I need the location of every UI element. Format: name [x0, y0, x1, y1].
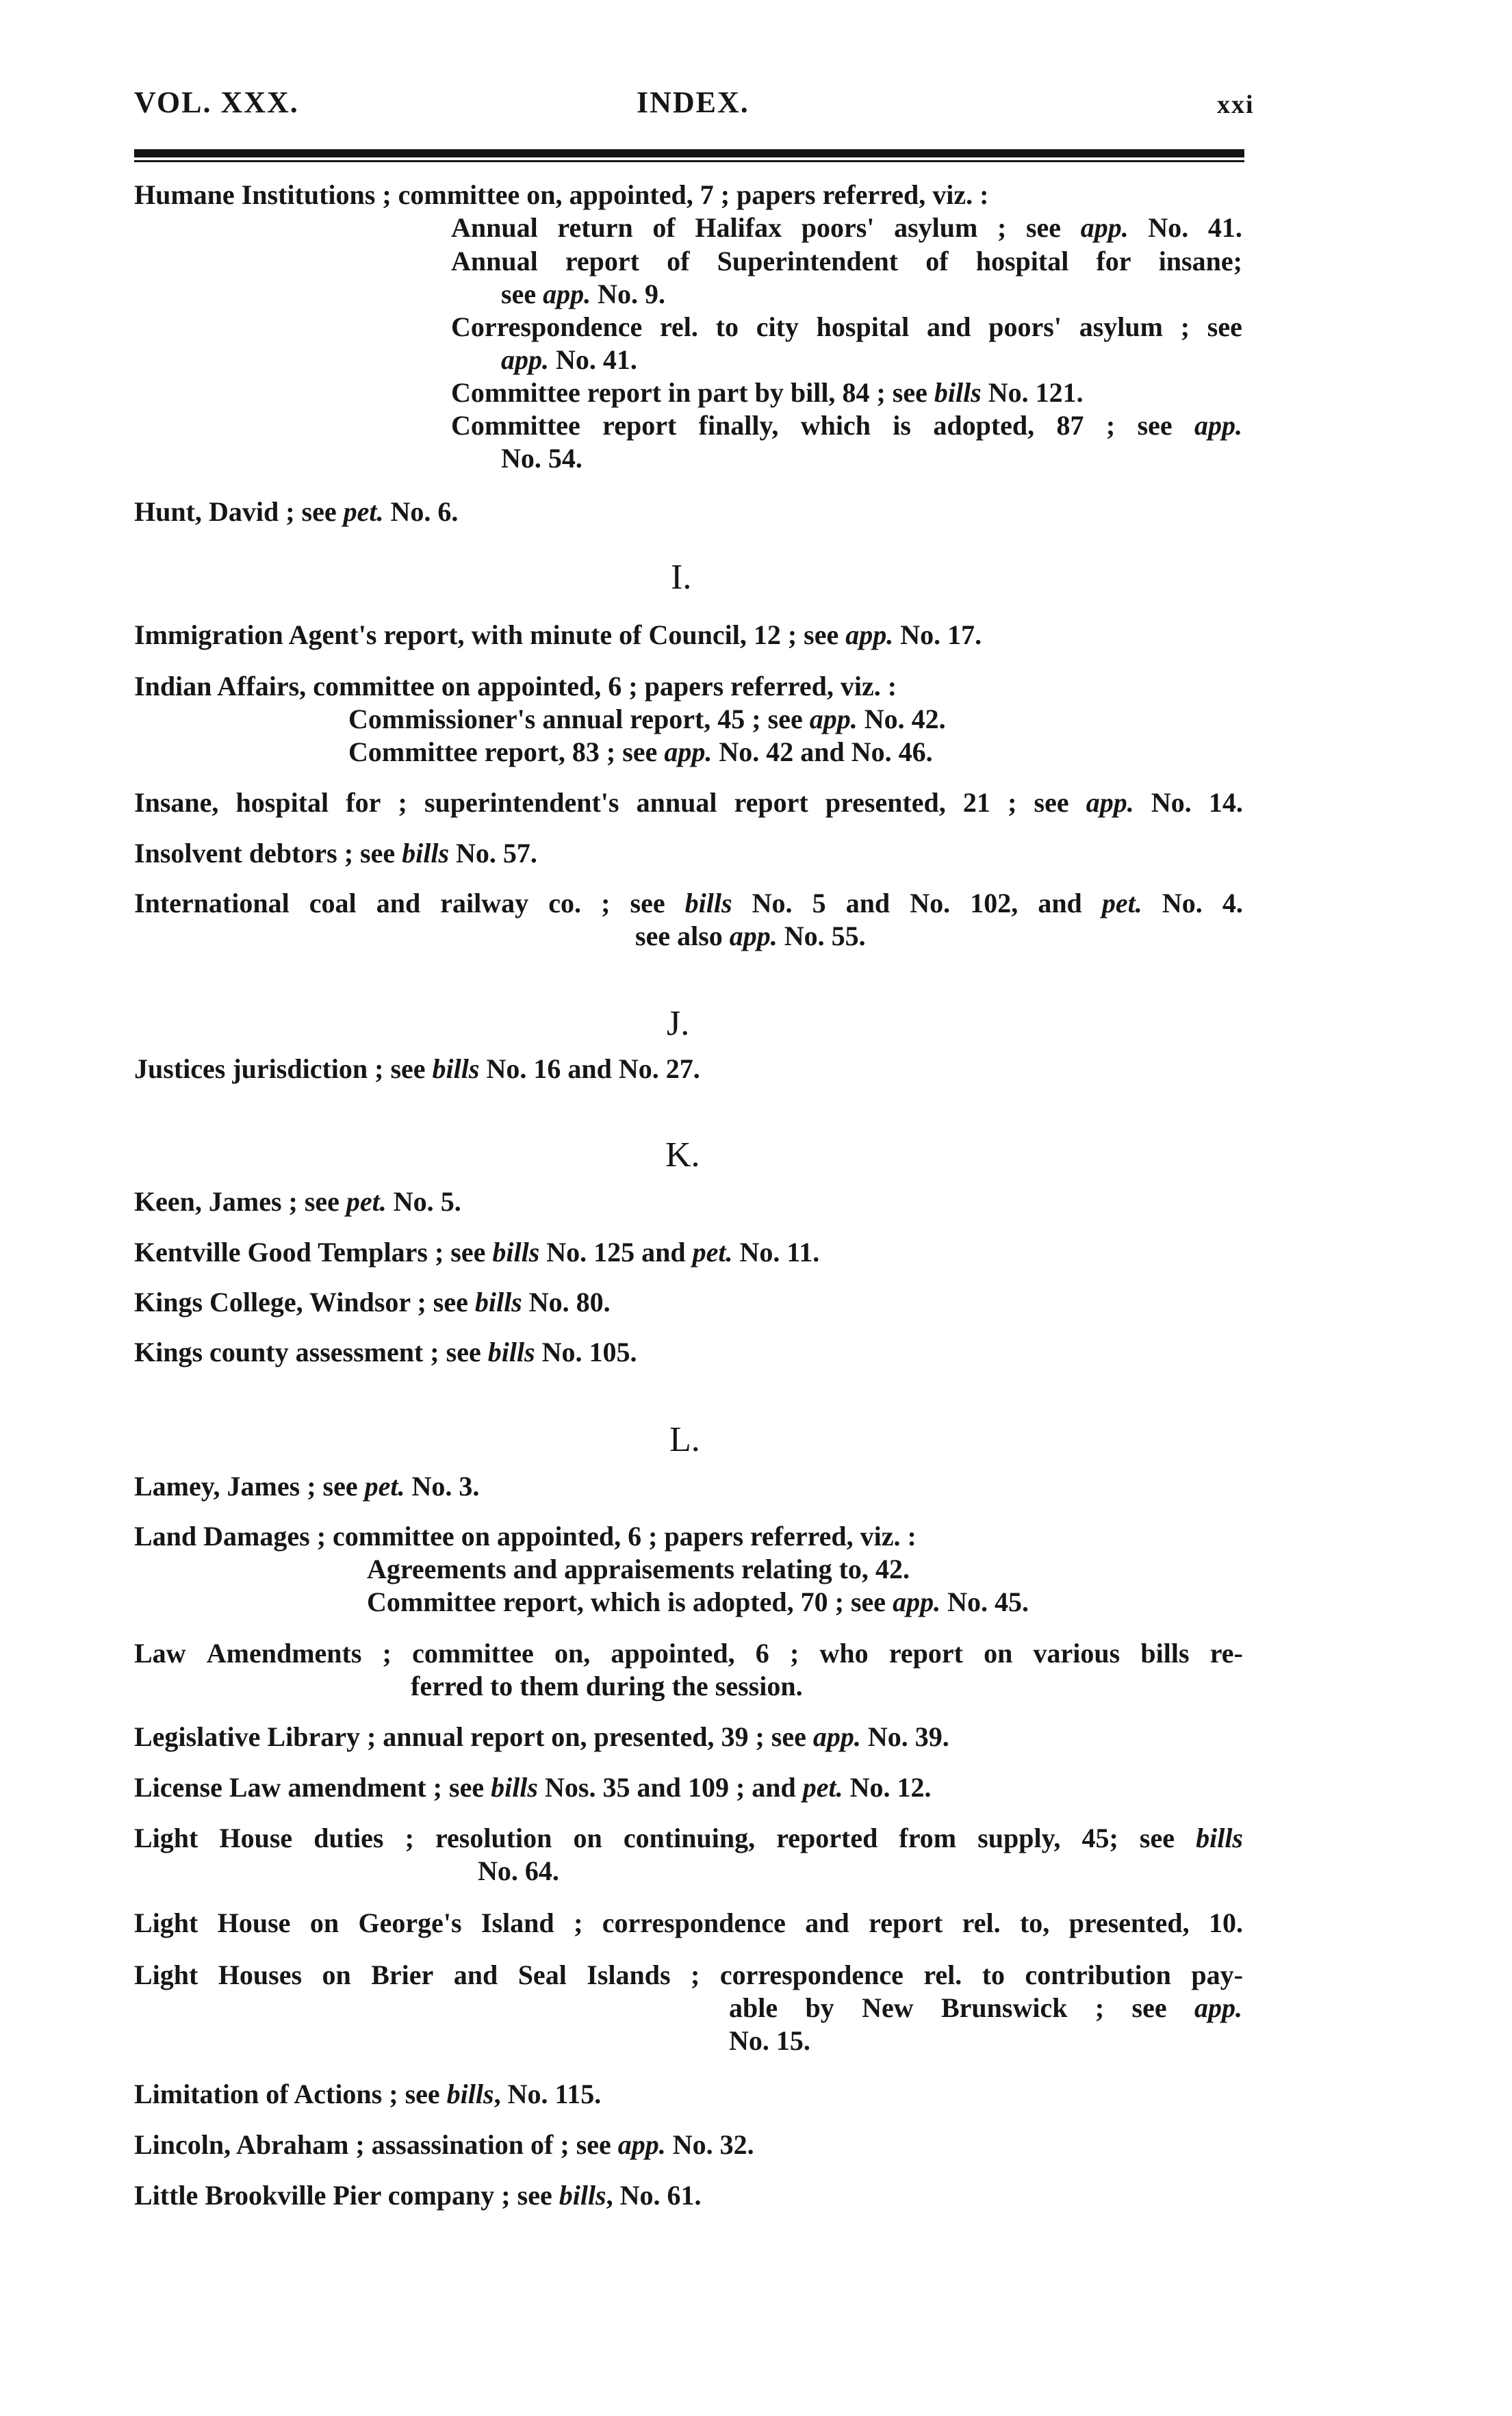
subentry-agreements-appraisements: Agreements and appraisements relating to, 42.	[367, 1554, 910, 1584]
subentry-city-hospital-correspondence: Correspondence rel. to city hospital and poors' asylum ; see	[451, 311, 1242, 342]
entry-light-houses-brier-seal-cont2: No. 15.	[729, 2025, 810, 2056]
entry-legislative-library: Legislative Library ; annual report on, presented, 39 ; see app. No. 39.	[134, 1721, 949, 1752]
entry-lamey-james: Lamey, James ; see pet. No. 3.	[134, 1471, 480, 1502]
subentry-indian-committee-report: Committee report, 83 ; see app. No. 42 and No. 46.	[348, 736, 933, 767]
subentry-land-committee-report: Committee report, which is adopted, 70 ; see app. No. 45.	[367, 1586, 1029, 1617]
subentry-halifax-asylum: Annual return of Halifax poors' asylum ; see app. No. 41.	[451, 212, 1242, 243]
entry-kings-county-assessment: Kings county assessment ; see bills No. 105.	[134, 1337, 637, 1367]
subentry-city-hospital-correspondence-cont: app. No. 41.	[501, 344, 637, 375]
entry-international-coal-cont: see also app. No. 55.	[635, 921, 866, 951]
section-letter-k: K.	[665, 1135, 700, 1174]
entry-indian-affairs: Indian Affairs, committee on appointed, 6 ; papers referred, viz. :	[134, 671, 897, 702]
subentry-insane-hospital-report: Annual report of Superintendent of hospital for insane;	[451, 246, 1242, 277]
entry-little-brookville-pier: Little Brookville Pier company ; see bills, No. 61.	[134, 2180, 702, 2211]
entry-light-house-duties-cont: No. 64.	[478, 1855, 559, 1886]
entry-law-amendments-cont: ferred to them during the session.	[411, 1671, 803, 1701]
section-letter-i: I.	[671, 558, 692, 597]
subentry-insane-hospital-report-cont: see app. No. 9.	[501, 279, 665, 309]
section-letter-j: J.	[667, 1004, 690, 1043]
subentry-commissioner-report: Commissioner's annual report, 45 ; see app. No. 42.	[348, 704, 946, 734]
entry-humane-institutions: Humane Institutions ; committee on, appointed, 7 ; papers referred, viz. :	[134, 179, 989, 210]
entry-kings-college: Kings College, Windsor ; see bills No. 80.	[134, 1287, 611, 1318]
entry-light-house-georges-island: Light House on George's Island ; correspondence and report rel. to, presented, 10.	[134, 1907, 1243, 1938]
header-rule-thin	[134, 160, 1244, 162]
entry-light-house-duties: Light House duties ; resolution on continuing, reported from supply, 45; see bills	[134, 1823, 1243, 1853]
page-title: INDEX.	[637, 86, 749, 119]
subentry-committee-report-part: Committee report in part by bill, 84 ; see bills No. 121.	[451, 377, 1084, 408]
subentry-committee-report-final-cont: No. 54.	[501, 443, 582, 474]
entry-international-coal: International coal and railway co. ; see bills No. 5 and No. 102, and pet. No. 4.	[134, 888, 1243, 918]
entry-keen-james: Keen, James ; see pet. No. 5.	[134, 1186, 461, 1217]
entry-lincoln-abraham: Lincoln, Abraham ; assassination of ; see app. No. 32.	[134, 2129, 754, 2160]
entry-kentville-good-templars: Kentville Good Templars ; see bills No. 125 and pet. No. 11.	[134, 1237, 820, 1268]
header-rule-thick	[134, 149, 1244, 157]
entry-light-houses-brier-seal-cont: able by New Brunswick ; see app.	[729, 1992, 1242, 2023]
page-number: xxi	[1217, 90, 1255, 119]
entry-insolvent-debtors: Insolvent debtors ; see bills No. 57.	[134, 838, 537, 869]
entry-law-amendments: Law Amendments ; committee on, appointed, 6 ; who report on various bills re-	[134, 1638, 1243, 1669]
entry-land-damages: Land Damages ; committee on appointed, 6 ; papers referred, viz. :	[134, 1521, 917, 1552]
volume-label: VOL. XXX.	[134, 86, 299, 119]
entry-limitation-of-actions: Limitation of Actions ; see bills, No. 115.	[134, 2079, 602, 2109]
entry-license-law-amendment: License Law amendment ; see bills Nos. 35 and 109 ; and pet. No. 12.	[134, 1772, 932, 1803]
subentry-committee-report-final: Committee report finally, which is adopted, 87 ; see app.	[451, 410, 1242, 441]
entry-immigration-agent: Immigration Agent's report, with minute of Council, 12 ; see app. No. 17.	[134, 619, 982, 650]
section-letter-l: L.	[669, 1420, 700, 1459]
entry-insane-hospital: Insane, hospital for ; superintendent's annual report presented, 21 ; see app. No. 14.	[134, 787, 1243, 818]
entry-light-houses-brier-seal: Light Houses on Brier and Seal Islands ; correspondence rel. to contribution pay-	[134, 1959, 1243, 1990]
entry-hunt-david: Hunt, David ; see pet. No. 6.	[134, 496, 459, 527]
entry-justices-jurisdiction: Justices jurisdiction ; see bills No. 16 and No. 27.	[134, 1053, 700, 1084]
